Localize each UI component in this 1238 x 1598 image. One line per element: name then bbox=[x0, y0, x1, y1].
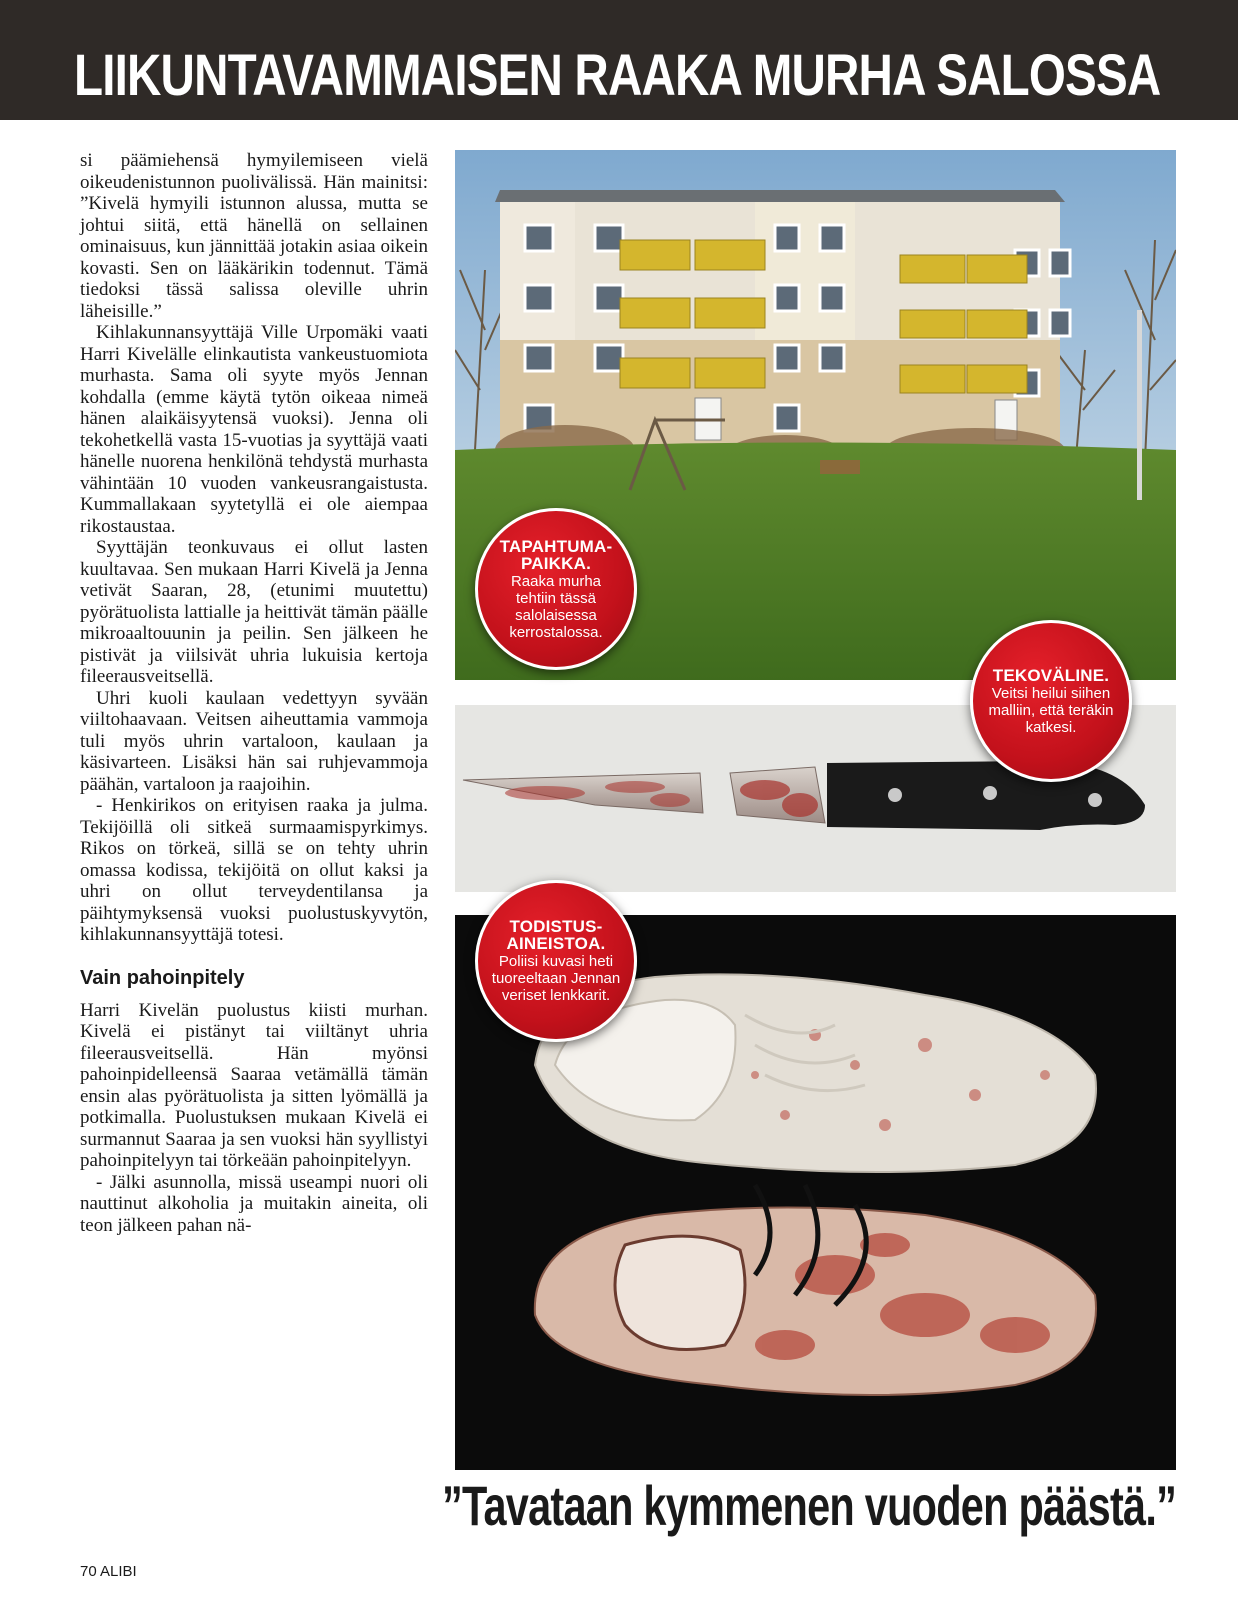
weapon-badge-title: TEKOVÄLINE. bbox=[992, 665, 1110, 685]
body-paragraph: Uhri kuoli kaulaan vedettyyn syvään viiltohaavaan. Veitsen aiheuttamia vammoja tuli myös uhrin vartaloon, kaulaan ja käsivarteen. Lisäksi hän sai ruhjevammoja päähän, vartaloon ja raajoihin. bbox=[80, 687, 428, 795]
subheading: Vain pahoinpitely bbox=[80, 966, 245, 989]
scene-badge-title: TAPAHTUMA-PAIKKA. bbox=[499, 536, 613, 573]
weapon-badge-text: Veitsi heilui siihen malliin, että teräkin katkesi. bbox=[988, 684, 1114, 736]
evidence-badge-text: Poliisi kuvasi heti tuoreeltaan Jennan veriset lenkkarit. bbox=[491, 953, 621, 1004]
page-folio: 70 ALIBI bbox=[80, 1563, 137, 1580]
body-paragraph: Syyttäjän teonkuvaus ei ollut lasten kuultavaa. Sen mukaan Harri Kivelä ja Jenna vetivät Saaran, 28, (etunimi muutettu) pyörätuolista lattialle ja heittivät tämän päälle mikroaaltouunin ja peilin. Sen jälkeen he pistivät ja viilsivät uhria lukuisia kertoja fileerausveitsellä. bbox=[80, 537, 428, 687]
pull-quote: ”Tavataan kymmenen vuoden päästä.” bbox=[442, 1474, 1177, 1537]
body-paragraph: Kihlakunnansyyttäjä Ville Urpomäki vaati Harri Kivelälle elinkautista vankeustuomiota murhasta. Sama oli syyte myös Jennan kohdalla (emme käytä tytön oikeaa nimeä hänen alaikäisyytensä vuoksi). Jenna oli tekohetkellä vasta 15-vuotias ja syyttäjä vaati hänelle nuorena henkilönä tehdystä murhasta vähintään 10 vuoden vankeusrangaistusta. Kummallakaan syytetyllä ei ole aiempaa rikostaustaa. bbox=[80, 322, 428, 537]
body-paragraph: Harri Kivelän puolustus kiisti murhan. Kivelä ei pistänyt tai viiltänyt uhria fileerausveitsellä. Hän myönsi pahoinpidelleensä Saaraa vetämällä tämän ensin alas pyörätuolista ja sitten lyömällä ja potkimalla. Puolustuksen mukaan Kivelä ei surmannut Saaraa ja sen vuoksi hän syyllistyi pahoinpitelyyn tai törkeään pahoinpitelyyn. bbox=[80, 999, 428, 1171]
body-paragraph: si päämiehensä hymyilemiseen vielä oikeudenistunnon puolivälissä. Hän mainitsi: ”Kivelä hymyili istunnon alussa, mutta se johtui siitä, että hänellä on sellainen ominaisuus, kun jännittää jotakin asiaa oikein kovasti. Sen on lääkärikin todennut. Tämä tiedoksi tässä salissa oleville uhrin läheisille.” bbox=[80, 150, 428, 322]
scene-badge-text: Raaka murha tehtiin tässä salolaisessa kerrostalossa. bbox=[509, 572, 603, 641]
body-paragraph: - Jälki asunnolla, missä useampi nuori oli nauttinut alkoholia ja muitakin aineita, oli teon jälkeen pahan nä- bbox=[80, 1171, 428, 1236]
article-body bbox=[80, 150, 428, 1236]
weapon-badge bbox=[970, 620, 1132, 782]
body-paragraph: - Henkirikos on erityisen raaka ja julma. Tekijöillä oli sitkeä surmaamispyrkimys. Rikos on törkeä, sillä se on tehty uhrin omassa kodissa, tekijöitä on ollut kaksi ja uhri on ollut terveydentilansa ja päihtymyksensä vuoksi puolustuskyvytön, kihlakunnansyyttäjä totesi. bbox=[80, 795, 428, 945]
headline: LIIKUNTAVAMMAISEN RAAKA MURHA SALOSSA bbox=[74, 43, 1161, 108]
scene-badge bbox=[475, 508, 637, 670]
evidence-badge-title: TODISTUS-AINEISTOA. bbox=[506, 917, 606, 953]
evidence-badge bbox=[475, 880, 637, 1042]
